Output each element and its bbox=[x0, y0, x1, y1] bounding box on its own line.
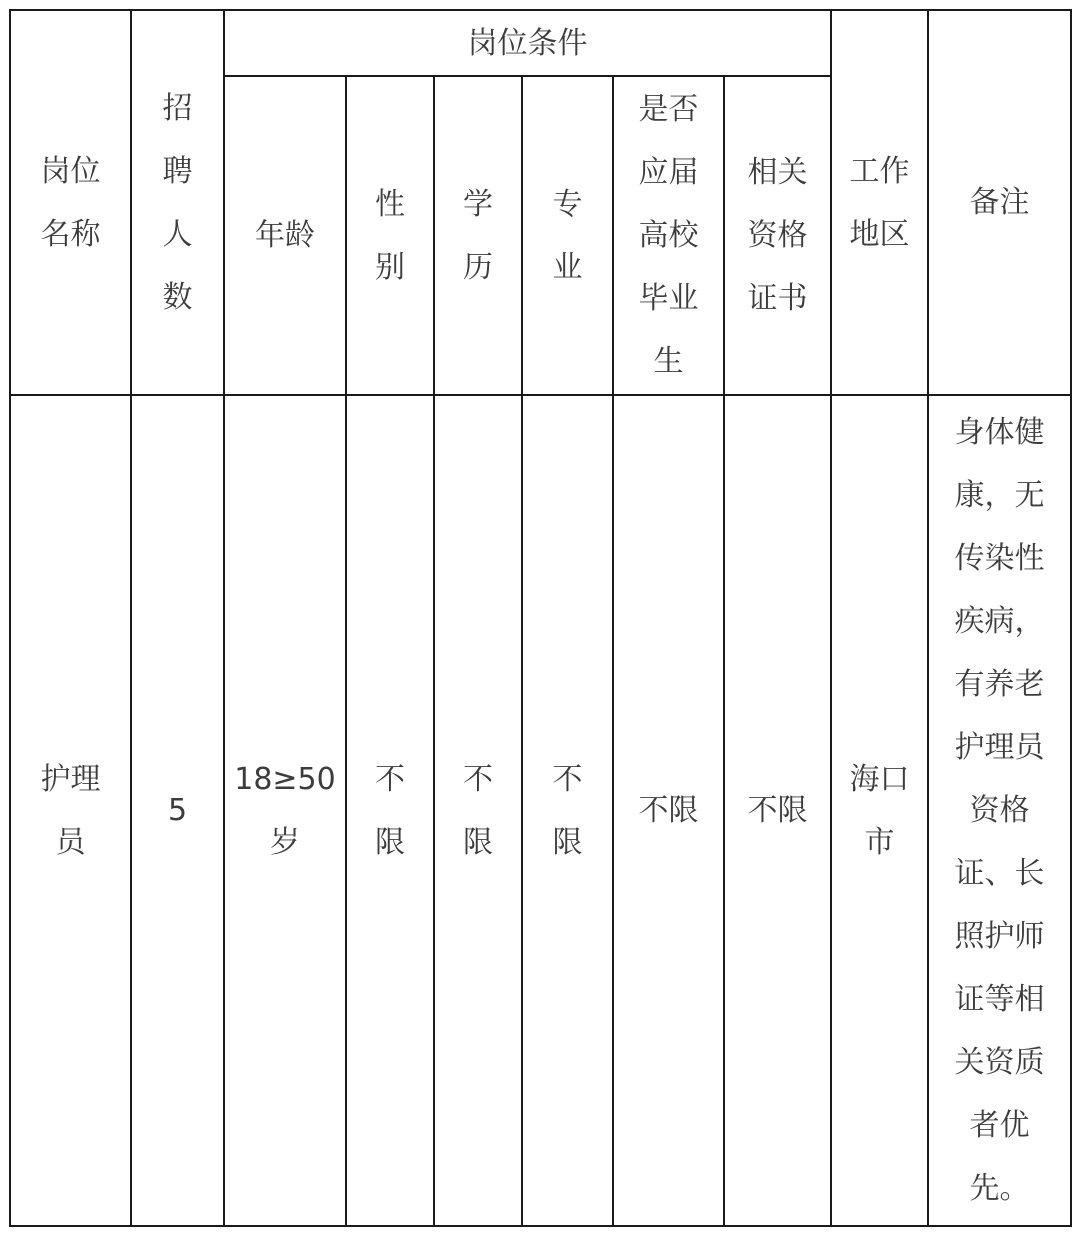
cell-major: 不 限 bbox=[522, 395, 613, 1226]
recruitment-table bbox=[9, 9, 1072, 1227]
cell-fresh-graduate: 不限 bbox=[613, 395, 724, 1226]
header-major: 专 业 bbox=[522, 76, 613, 395]
cell-remarks: 身体健 康，无 传染性 疾病， 有养老 护理员 资格 证、长 照护师 证等相 关资质 者优 先。 bbox=[928, 395, 1071, 1226]
cell-headcount: 5 bbox=[131, 395, 224, 1226]
header-headcount: 招 聘 人 数 bbox=[131, 10, 224, 395]
cell-work-location: 海口 市 bbox=[831, 395, 928, 1226]
header-position-name: 岗位 名称 bbox=[10, 10, 131, 395]
header-gender: 性 别 bbox=[346, 76, 434, 395]
header-work-location: 工作 地区 bbox=[831, 10, 928, 395]
header-education: 学 历 bbox=[434, 76, 522, 395]
header-remarks: 备注 bbox=[928, 10, 1071, 395]
cell-gender: 不 限 bbox=[346, 395, 434, 1226]
table-row bbox=[10, 395, 1071, 1226]
cell-position-name: 护理 员 bbox=[10, 395, 131, 1226]
cell-age: 18≥50 岁 bbox=[224, 395, 346, 1226]
cell-certificate: 不限 bbox=[724, 395, 831, 1226]
header-fresh-graduate: 是否 应届 高校 毕业 生 bbox=[613, 76, 724, 395]
header-age: 年龄 bbox=[224, 76, 346, 395]
header-certificate: 相关 资格 证书 bbox=[724, 76, 831, 395]
header-conditions-group: 岗位条件 bbox=[224, 10, 831, 76]
cell-education: 不 限 bbox=[434, 395, 522, 1226]
header-row-group bbox=[10, 10, 1071, 76]
